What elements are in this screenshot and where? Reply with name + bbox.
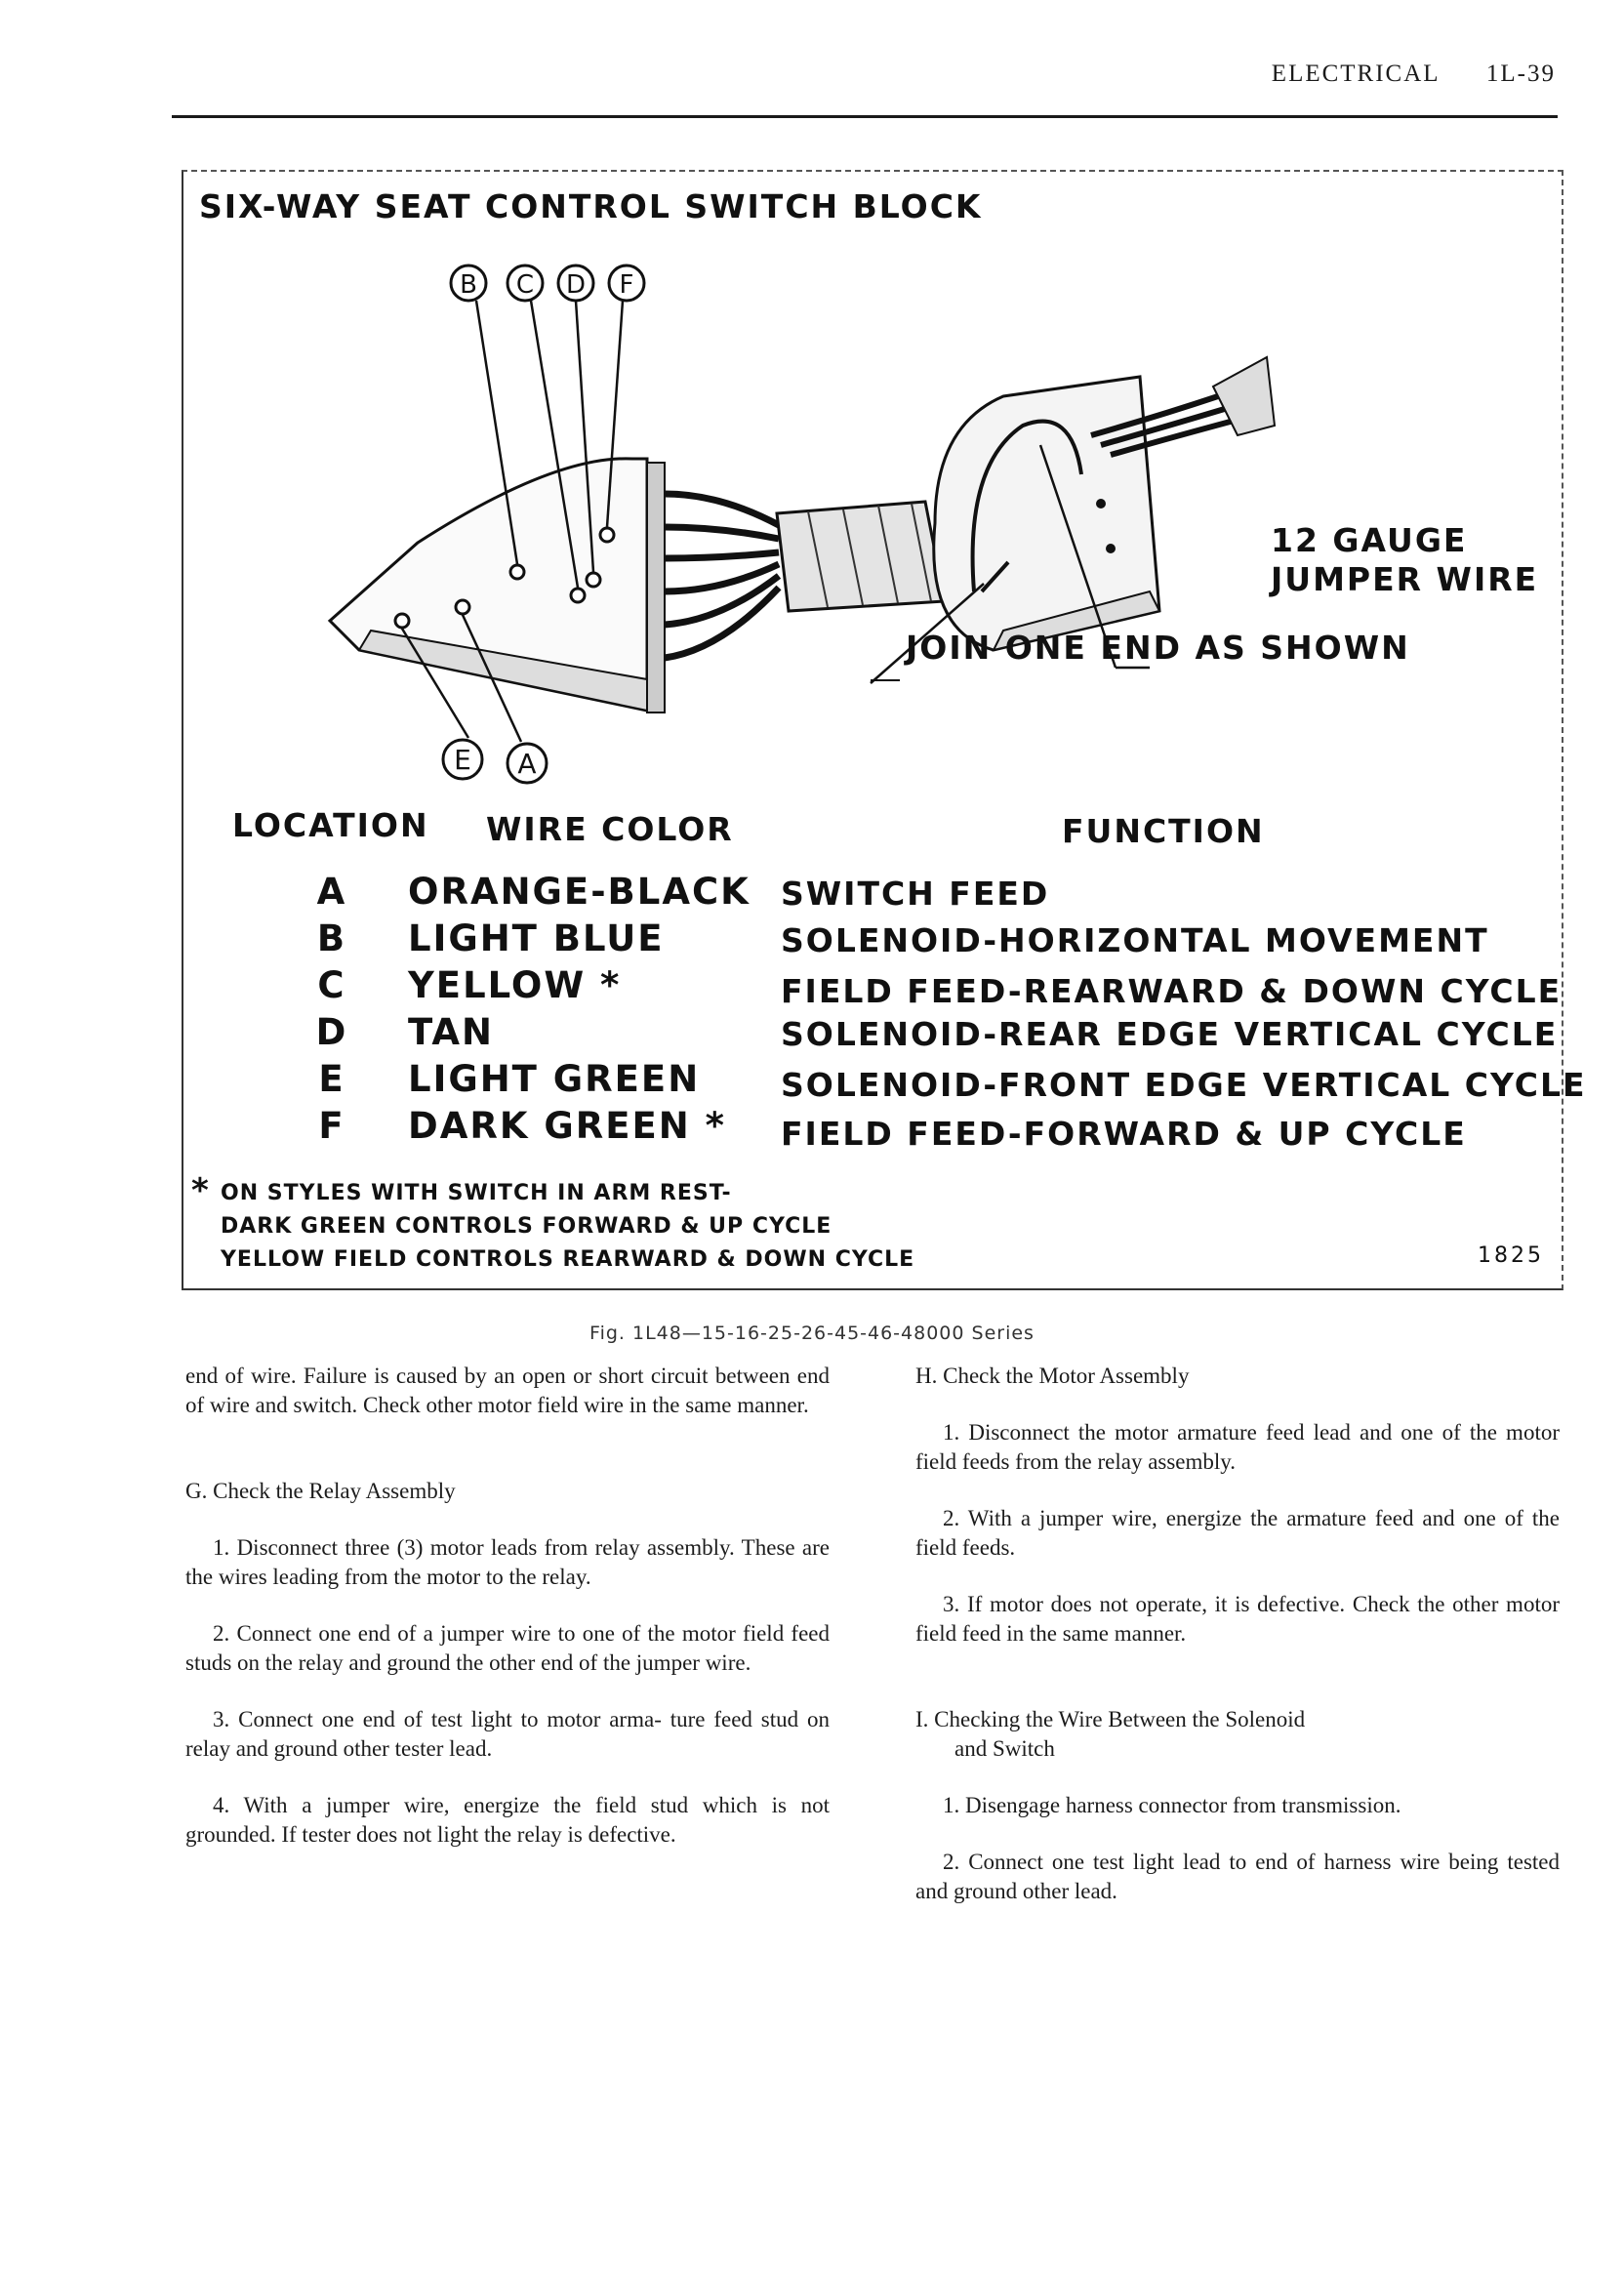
- body-column-right: [915, 1362, 1560, 1934]
- row-function: SOLENOID-HORIZONTAL MOVEMENT: [781, 921, 1489, 959]
- callout-gauge-line2: JUMPER WIRE: [1271, 560, 1539, 598]
- row-location: E: [318, 1058, 345, 1100]
- paragraph: 2. Connect one end of a jumper wire to one of the motor field feed studs on the relay and ground the other end of the jumper wire.: [185, 1621, 830, 1675]
- footnote-star: *: [191, 1171, 211, 1210]
- row-function: SOLENOID-FRONT EDGE VERTICAL CYCLE: [781, 1066, 1587, 1104]
- terminal-label-a: [508, 744, 547, 783]
- terminal-label-f: [609, 265, 644, 301]
- section-heading-i-line1: I. Checking the Wire Between the Solenoid: [915, 1707, 1306, 1731]
- table-header-location: LOCATION: [232, 806, 429, 844]
- row-wire-color: YELLOW *: [408, 964, 622, 1006]
- callout-gauge-line1: 12 GAUGE: [1271, 521, 1468, 559]
- terminal-label-f-text: F: [619, 270, 634, 300]
- figure-caption: Fig. 1L48—15-16-25-26-45-46-48000 Series: [589, 1323, 1035, 1344]
- paragraph: 1. Disengage harness connector from transmission.: [943, 1793, 1401, 1817]
- paragraph: 3. Connect one end of test light to motor arma- ture feed stud on relay and ground other tester lead.: [185, 1707, 830, 1761]
- page-number: 1L-39: [1485, 61, 1556, 87]
- section-heading-i-line2: and Switch: [954, 1736, 1055, 1761]
- paragraph: end of wire. Failure is caused by an open or short circuit between end of wire and switch. Check other motor field wire in the same manner.: [185, 1364, 830, 1417]
- figure-box: [182, 170, 1587, 1290]
- section-heading-g: G. Check the Relay Assembly: [185, 1479, 456, 1503]
- table-header-function: FUNCTION: [1062, 812, 1265, 850]
- terminal-label-b-text: B: [460, 270, 477, 300]
- row-location: F: [318, 1105, 345, 1147]
- section-title: ELECTRICAL: [1271, 61, 1440, 87]
- figure-title: SIX-WAY SEAT CONTROL SWITCH BLOCK: [199, 187, 983, 225]
- section-heading-h: H. Check the Motor Assembly: [915, 1364, 1190, 1388]
- callout-join: JOIN ONE END AS SHOWN: [906, 629, 1410, 667]
- header-rule: [172, 115, 1558, 118]
- table-row: [183, 917, 1550, 962]
- running-header: [1233, 61, 1556, 88]
- footnote-line2: DARK GREEN CONTROLS FORWARD & UP CYCLE: [221, 1214, 832, 1239]
- row-function: SOLENOID-REAR EDGE VERTICAL CYCLE: [781, 1015, 1559, 1053]
- terminal-label-c-text: C: [515, 270, 535, 300]
- table-row: [183, 1058, 1587, 1104]
- paragraph: 1. Disconnect the motor armature feed lead and one of the motor field feeds from the relay assembly.: [915, 1420, 1560, 1474]
- paragraph: 1. Disconnect three (3) motor leads from relay assembly. These are the wires leading from the motor to the relay.: [185, 1535, 830, 1589]
- terminal-label-b: [451, 265, 486, 301]
- paragraph: 2. Connect one test light lead to end of harness wire being tested and ground other lead.: [915, 1850, 1560, 1903]
- row-function: SWITCH FEED: [781, 875, 1050, 913]
- row-wire-color: LIGHT GREEN: [408, 1058, 701, 1100]
- row-function: FIELD FEED-FORWARD & UP CYCLE: [781, 1115, 1467, 1153]
- table-row: [183, 871, 1550, 916]
- terminal-label-d: [558, 265, 593, 301]
- terminal-label-c: [508, 265, 543, 301]
- row-wire-color: ORANGE-BLACK: [408, 871, 751, 913]
- row-wire-color: TAN: [408, 1011, 494, 1053]
- terminal-label-e: [443, 740, 482, 779]
- join-leader-line: [871, 679, 900, 681]
- row-wire-color: LIGHT BLUE: [408, 917, 665, 959]
- row-location: B: [316, 917, 347, 959]
- figure-number: 1825: [1478, 1243, 1544, 1268]
- table-header-color: WIRE COLOR: [486, 810, 734, 848]
- paragraph: 4. With a jumper wire, energize the field stud which is not grounded. If tester does not light the relay is defective.: [185, 1793, 830, 1847]
- paragraph: 3. If motor does not operate, it is defective. Check the other motor field feed in the same manner.: [915, 1592, 1560, 1646]
- row-location: C: [317, 964, 346, 1006]
- section-heading-i: [915, 1705, 1560, 1764]
- row-wire-color: DARK GREEN *: [408, 1105, 726, 1147]
- terminal-label-e-text: E: [454, 744, 471, 776]
- row-location: D: [315, 1011, 348, 1053]
- footnote-line3: YELLOW FIELD CONTROLS REARWARD & DOWN CYCLE: [221, 1247, 915, 1272]
- row-location: A: [316, 871, 347, 913]
- terminal-label-d-text: D: [565, 270, 587, 300]
- footnote-line1: ON STYLES WITH SWITCH IN ARM REST-: [221, 1181, 732, 1205]
- table-row: [183, 1105, 1550, 1153]
- table-row: [183, 964, 1563, 1010]
- terminal-label-a-text: A: [517, 748, 537, 780]
- row-function: FIELD FEED-REARWARD & DOWN CYCLE: [781, 972, 1563, 1010]
- paragraph: 2. With a jumper wire, energize the armature feed and one of the field feeds.: [915, 1506, 1560, 1560]
- body-column-left: [185, 1362, 830, 1877]
- table-row: [183, 1011, 1559, 1056]
